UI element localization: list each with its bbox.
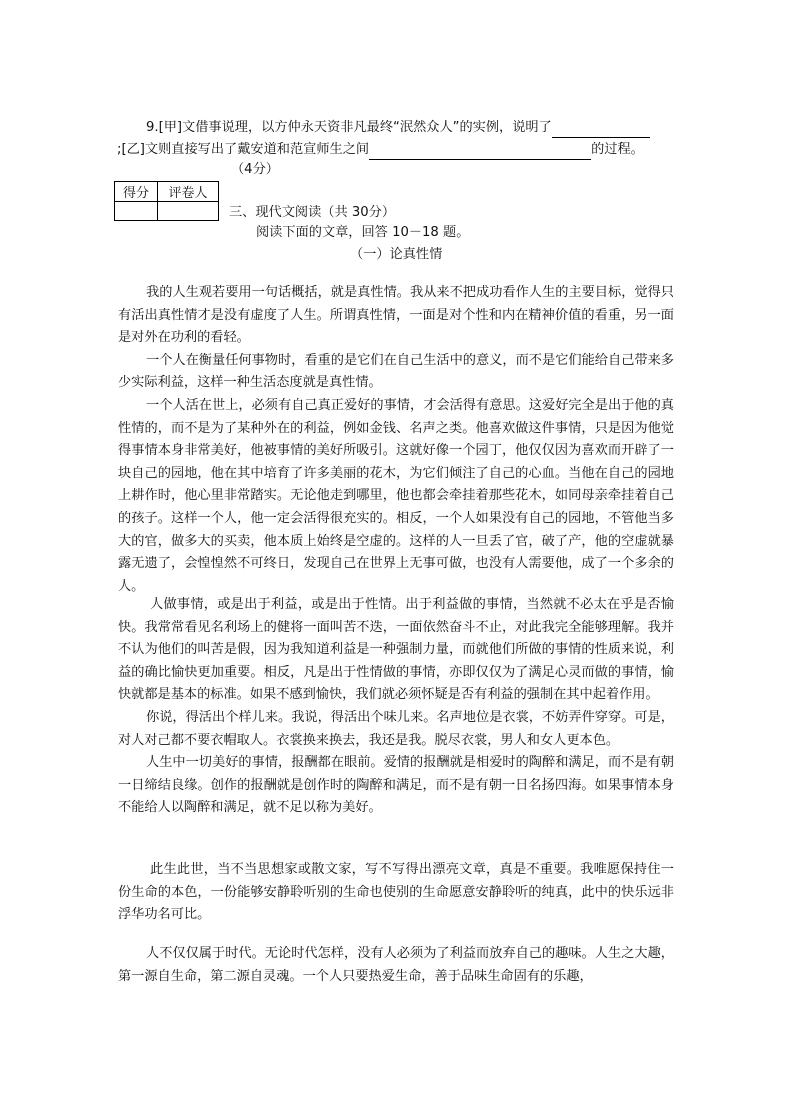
score-label: 得分 bbox=[115, 182, 158, 202]
article-block-4 bbox=[118, 943, 674, 988]
article-block-1 bbox=[118, 282, 674, 598]
article-block-2 bbox=[118, 594, 674, 820]
question-9-line-2 bbox=[117, 141, 644, 160]
paragraph-2: 一个人在衡量任何事物时，看重的是它们在自己生活中的意义，而不是它们能给自己带来多少实际利益，这样一种生活态度就是真性情。 bbox=[118, 352, 674, 391]
paragraph-6: 人生中一切美好的事情，报酬都在眼前。爱情的报酬就是相爱时的陶醉和满足，而不是有朝一日缔结良缘。创作的报酬就是创作时的陶醉和满足，而不是有朝一日名扬四海。如果事情本身不能给人以陶醉和满足，就不足以称为美好。 bbox=[118, 755, 674, 816]
answer-blank-1[interactable] bbox=[552, 119, 650, 138]
score-cell[interactable] bbox=[115, 202, 158, 221]
section-instruction: 阅读下面的文章，回答 10－18 题。 bbox=[256, 225, 470, 240]
paragraph-3: 一个人活在世上，必须有自己真正爱好的事情，才会活得有意思。这爱好完全是出于他的真性情的，而不是为了某种外在的利益，例如金钱、名声之类。他喜欢做这件事情，只是因为他觉得事情本身非常美好，他被事情的美好所吸引。这就好像一个园丁，他仅仅因为喜欢而开辟了一块自己的园地，他在其中培育了许多美丽的花木，为它们倾注了自己的心血。当他在自己的园地上耕作时，他心里非常踏实。无论他走到哪里，他也都会牵挂着那些花木，如同母亲牵挂着自己的孩子。这样一个人，他一定会活得很充实的。相反，一个人如果没有自己的园地，不管他当多大的官，做多大的买卖，他本质上始终是空虚的。这样的人一旦丢了官，破了产，他的空虚就暴露无遗了，会惶惶然不可终日，发现自己在世界上无事可做，也没有人需要他，成了一个多余的人。 bbox=[118, 397, 674, 594]
article-title: （一）论真性情 bbox=[350, 247, 443, 262]
grader-cell[interactable] bbox=[158, 202, 219, 221]
paragraph-8: 人不仅仅属于时代。无论时代怎样，没有人必须为了利益而放弃自己的趣味。人生之大趣，第一源自生命，第二源自灵魂。一个人只要热爱生命，善于品味生命固有的乐趣， bbox=[118, 946, 674, 984]
paragraph-4: 人做事情，或是出于利益，或是出于性情。出于利益做的事情，当然就不必太在乎是否愉快。我常常看见名利场上的健将一面叫苦不迭，一面依然奋斗不止，对此我完全能够理解。我并不认为他们的叫苦是假，因为我知道利益是一种强制力量，而就他们所做的事情的性质来说，利益的确比愉快更加重要。相反，凡是出于性情做的事情，亦即仅仅为了满足心灵而做的事情，愉快就都是基本的标准。如果不感到愉快，我们就必须怀疑是否有利益的强制在其中起着作用。 bbox=[118, 597, 674, 703]
answer-blank-2[interactable] bbox=[369, 141, 591, 160]
article-block-3 bbox=[118, 859, 674, 927]
paragraph-1: 我的人生观若要用一句话概括，就是真性情。我从来不把成功看作人生的主要目标，觉得只有活出真性情才是没有虚度了人生。所谓真性情，一面是对个性和内在精神价值的看重，另一面是对外在功利的看轻。 bbox=[118, 285, 674, 346]
grader-label: 评卷人 bbox=[158, 182, 219, 202]
section-title: 三、现代文阅读（共 30分） bbox=[229, 205, 396, 220]
score-table bbox=[114, 181, 219, 221]
paragraph-5: 你说，得活出个样儿来。我说，得活出个味儿来。名声地位是衣裳，不妨弄件穿穿。可是，对人对己都不要衣帽取人。衣裳换来换去，我还是我。脱尽衣裳，男人和女人更本色。 bbox=[118, 709, 674, 748]
question-9-text: 9.[甲]文借事说理，以方仲永天资非凡最终“泯然众人”的实例，说明了 bbox=[146, 120, 552, 135]
question-9-text-2: ;[乙]文则直接写出了戴安道和范宣师生之间 bbox=[117, 142, 370, 157]
question-9-line-1 bbox=[146, 119, 650, 138]
question-9-text-3: 的过程。 bbox=[591, 142, 644, 157]
question-9-score: （4分） bbox=[231, 162, 279, 177]
paragraph-7: 此生此世，当不当思想家或散文家，写不写得出漂亮文章，真是不重要。我唯愿保持住一份生命的本色，一份能够安静聆听别的生命也使别的生命愿意安静聆听的纯真，此中的快乐远非浮华功名可比。 bbox=[118, 862, 674, 923]
